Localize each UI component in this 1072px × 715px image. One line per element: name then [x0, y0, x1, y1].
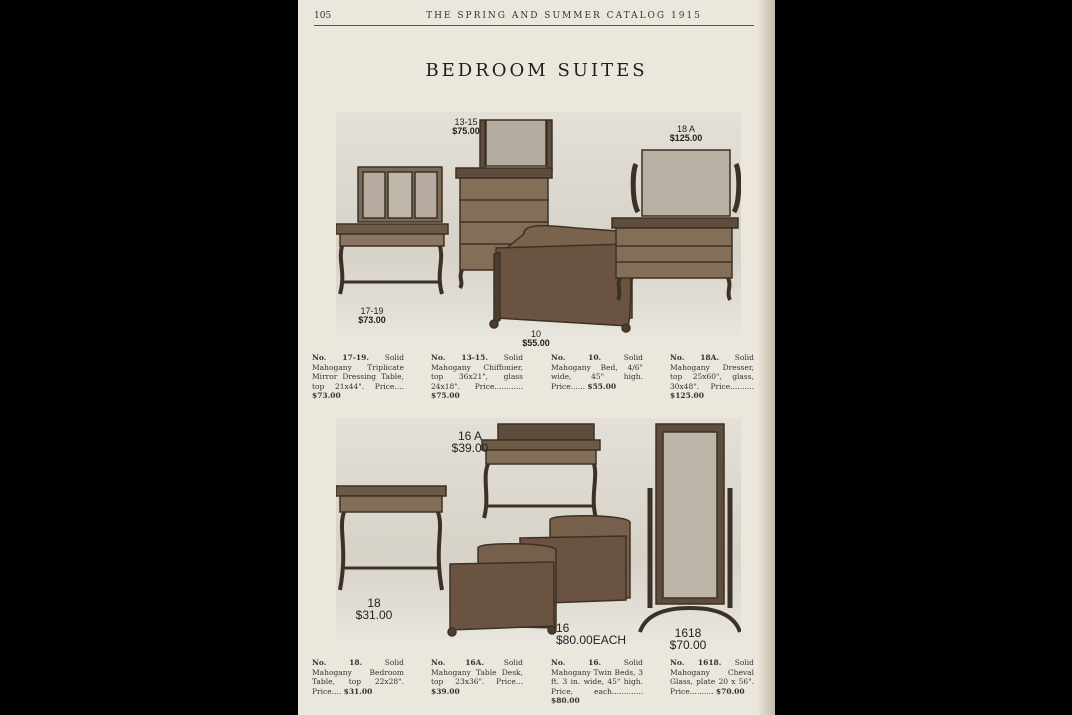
caption-16a: No. 16A. Solid Mahogany Table Desk, top 23x36". Price... $39.00: [431, 658, 523, 696]
caption-13-15: No. 13-15. Solid Mahogany Chiffonier, top 36x21", glass 24x18". Price............ $75.00: [431, 353, 524, 400]
price-tag-13-15: 13-15 $75.00: [452, 117, 480, 136]
top-furniture-photo: [336, 112, 741, 348]
caption-18a: No. 18A. Solid Mahogany Dresser, top 25x60", glass, 30x48". Price.......... $125.00: [670, 353, 754, 400]
bottom-furniture-illustration: [336, 418, 741, 650]
running-head: [314, 11, 754, 25]
price-tag-18: 18 $31.00: [355, 596, 393, 622]
dressing-table-illustration: [336, 167, 448, 294]
price-tag-1618: 1618 $70.00: [669, 626, 707, 652]
table-desk-illustration: [482, 424, 600, 518]
price-tag-16: 16 $80.00EACH: [556, 621, 627, 647]
dresser-illustration: [612, 150, 739, 300]
twin-beds-illustration: [448, 516, 630, 636]
price-tag-16a: 16 A $39.00: [451, 429, 489, 455]
caption-16: No. 16. Solid Mahogany Twin Beds, 3 ft. 3 in. wide, 45" high. Price, each............. $80.00: [551, 658, 643, 705]
caption-17-19: No. 17-19. Solid Mahogany Triplicate Mirror Dressing Table, top 21x44". Price.... $73.00: [312, 353, 405, 400]
caption-10: No. 10. Solid Mahogany Bed, 4/6" wide, 45" high. Price...... $55.00: [551, 353, 643, 391]
price-tag-18a: 18 A $125.00: [669, 124, 703, 143]
cheval-glass-illustration: [640, 424, 740, 632]
caption-18: No. 18. Solid Mahogany Bedroom Table, top 22x28". Price.... $31.00: [312, 658, 404, 696]
bedroom-table-illustration: [336, 486, 446, 590]
header-rule: [314, 25, 754, 26]
section-title: BEDROOM SUITES: [425, 60, 648, 81]
catalog-page: [298, 0, 775, 715]
page-number: 105: [314, 11, 332, 21]
page-gutter-shadow: [757, 0, 775, 715]
bottom-furniture-photo: [336, 418, 741, 650]
running-title: THE SPRING AND SUMMER CATALOG 1915: [426, 11, 702, 21]
price-tag-17-19: 17-19 $73.00: [358, 306, 386, 325]
caption-1618: No. 1618. Solid Mahogany Cheval Glass, plate 20 x 56". Price.......... $70.00: [670, 658, 754, 696]
price-tag-10: 10 $55.00: [522, 329, 550, 348]
top-furniture-illustration: [336, 112, 741, 348]
